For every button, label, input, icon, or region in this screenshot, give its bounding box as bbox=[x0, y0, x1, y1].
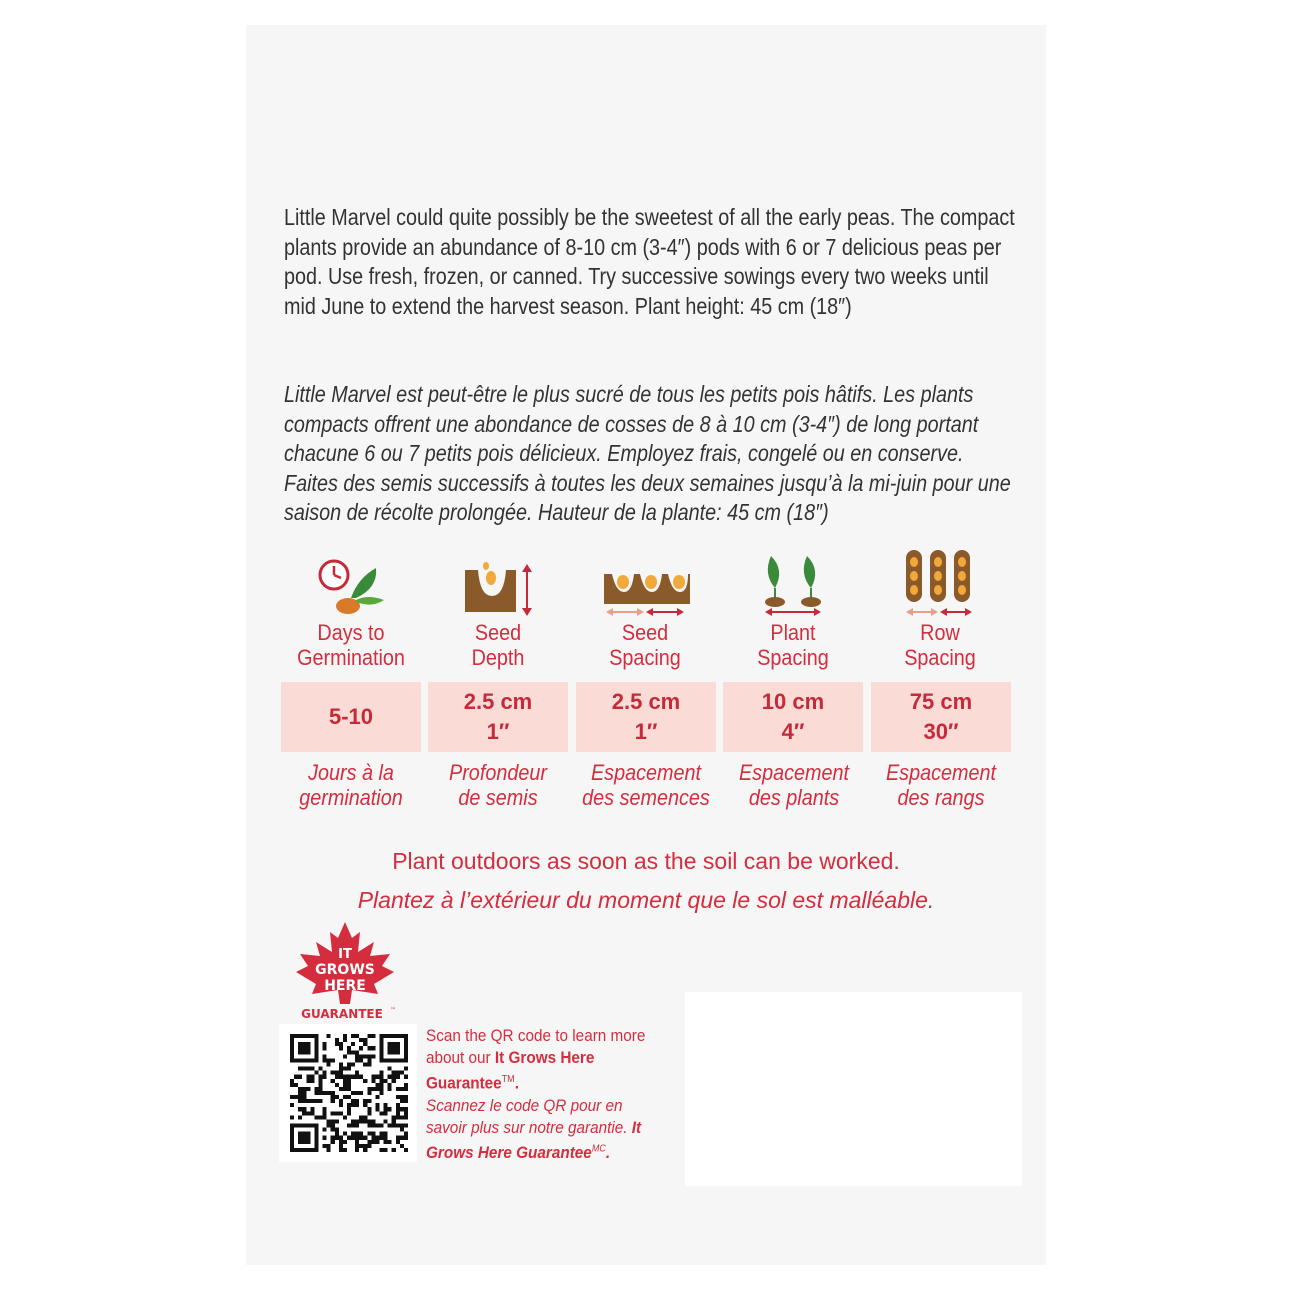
value-seed-spacing: 2.5 cm 1″ bbox=[576, 682, 716, 752]
planting-note-french: Plantez à l’extérieur du moment que le sol est malléable. bbox=[357, 887, 935, 913]
logo-tm: ™ bbox=[390, 1007, 396, 1014]
row-spacing-icon bbox=[892, 548, 992, 618]
seed-spacing-icon bbox=[598, 548, 698, 618]
label-espacement-plants: Espacement des plants bbox=[738, 760, 850, 810]
qr-description: Scan the QR code to learn more about our It Grows Here Guarantee™. Scannez le code QR pour en savoir plus sur notre garantie. It Grows Here Guarantee$^{MC}$. bbox=[426, 1026, 646, 1163]
plant-spacing-icon bbox=[745, 548, 845, 618]
label-row-spacing: Row Spacing bbox=[904, 620, 976, 670]
seed-depth-icon bbox=[450, 548, 550, 618]
label-profondeur-semis: Profondeur de semis bbox=[449, 760, 547, 810]
description-english: Little Marvel could quite possibly be the sweetest of all the early peas. The compact plants provide an abundance of 8-10 cm (3-4″) pods with 6 or 7 delicious peas per pod. Use fresh, frozen, or canned. Try successive sowings every two weeks until mid June to extend the harvest season. Plant height: 45 cm (18″) bbox=[284, 204, 1015, 319]
label-days-to-germination: Days to Germination bbox=[297, 620, 405, 670]
label-jours-germination: Jours à la germination bbox=[299, 760, 403, 810]
logo-line-guarantee: GUARANTEE bbox=[301, 1007, 383, 1021]
description-french: Little Marvel est peut-être le plus sucré de tous les petits pois hâtifs. Les plants compacts offrent une abondance de cosses de 8 à 10 cm (3-4″) de long portant chacune 6 ou 7 petits pois délicieux. Employez frais, congelé ou en conserve. Faites des semis successifs à toutes les deux semaines jusqu’à la mi-juin pour une saison de récolte prolongée. Hauteur de la plante: 45 cm (18″) bbox=[284, 381, 1011, 525]
planting-note-english: Plant outdoors as soon as the soil can be worked. bbox=[392, 848, 900, 874]
logo-line-it: IT bbox=[338, 947, 352, 962]
label-espacement-rangs: Espacement des rangs bbox=[885, 760, 997, 810]
label-plant-spacing: Plant Spacing bbox=[757, 620, 829, 670]
qr-code[interactable] bbox=[279, 1024, 417, 1162]
clock-sprout-icon bbox=[306, 548, 406, 618]
value-plant-spacing: 10 cm 4″ bbox=[723, 682, 863, 752]
label-placeholder-area bbox=[685, 992, 1022, 1186]
logo-line-here: HERE bbox=[324, 978, 366, 994]
maple-leaf-icon bbox=[290, 920, 400, 1025]
value-row-spacing: 75 cm 30″ bbox=[871, 682, 1011, 752]
label-espacement-semences: Espacement des semences bbox=[582, 760, 710, 810]
value-seed-depth: 2.5 cm 1″ bbox=[428, 682, 568, 752]
qr-code-icon bbox=[290, 1034, 408, 1152]
label-seed-spacing: Seed Spacing bbox=[609, 620, 681, 670]
it-grows-here-logo bbox=[290, 920, 400, 1025]
label-seed-depth: Seed Depth bbox=[471, 620, 525, 670]
logo-line-grows: GROWS bbox=[315, 962, 375, 978]
value-days-to-germination: 5-10 bbox=[281, 682, 421, 752]
